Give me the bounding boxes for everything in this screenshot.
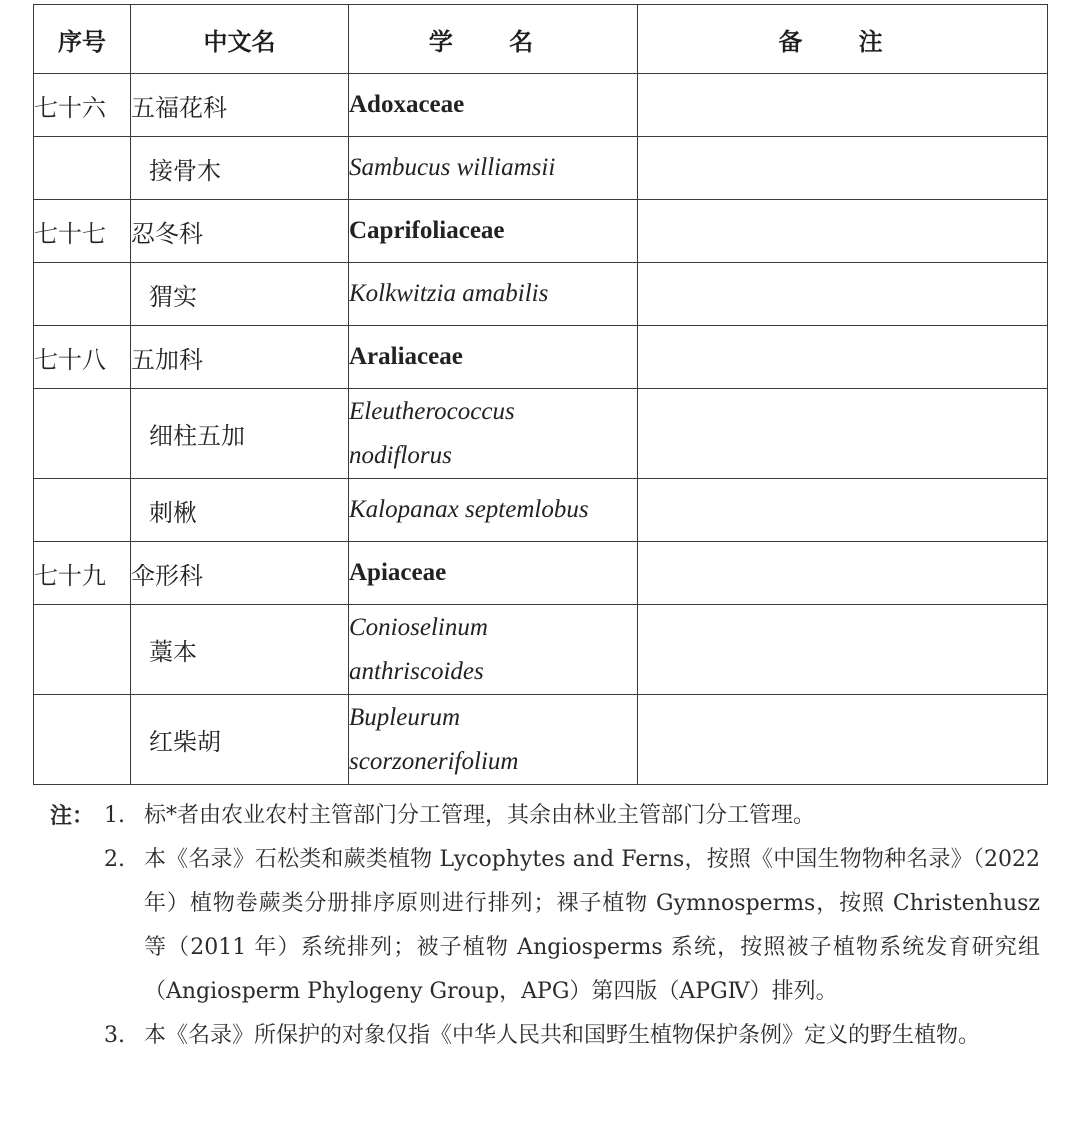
remarks-cell: [638, 263, 1048, 326]
species-table: [33, 4, 1048, 785]
seq-cell: 七十九: [34, 542, 131, 605]
scientific-name-line: anthriscoides: [349, 657, 484, 685]
chinese-name-cell: 五加科: [131, 326, 349, 389]
scientific-name-cell: Araliaceae: [349, 326, 638, 389]
seq-cell: [34, 479, 131, 542]
seq-cell: [34, 695, 131, 785]
table-body: [34, 74, 1048, 785]
note-text: 本《名录》石松类和蕨类植物 Lycophytes and Ferns，按照《中国生物物种名录》（2022 年）植物卷蕨类分册排序原则进行排列；裸子植物 Gymnosperms，按照 Christenhusz 等（2011 年）系统排列；被子植物 Angiosperms 系统，按照被子植物系统发育研究组（Angiosperm Phylogeny Group，APG）第四版（APGⅣ）排列。: [144, 847, 1040, 1004]
note-number: 1.: [104, 803, 125, 828]
note-item: [50, 1014, 1040, 1058]
chinese-name-cell: 猬实: [131, 263, 349, 326]
note-number: 2.: [104, 847, 125, 872]
scientific-name-cell: Apiaceae: [349, 542, 638, 605]
scientific-name-line: nodiflorus: [349, 441, 452, 469]
scientific-name-line: scorzonerifolium: [349, 747, 519, 775]
remarks-cell: [638, 326, 1048, 389]
header-seq: 序号: [34, 5, 131, 74]
species-row: [34, 389, 1048, 479]
note-item: [50, 794, 1040, 838]
chinese-name-cell: 忍冬科: [131, 200, 349, 263]
header-scientific-name: 学 名: [349, 5, 638, 74]
remarks-cell: [638, 200, 1048, 263]
remarks-cell: [638, 137, 1048, 200]
chinese-name-cell: 细柱五加: [131, 389, 349, 479]
seq-cell: 七十八: [34, 326, 131, 389]
chinese-name-cell: 接骨木: [131, 137, 349, 200]
remarks-cell: [638, 605, 1048, 695]
remarks-cell: [638, 74, 1048, 137]
remarks-cell: [638, 479, 1048, 542]
scientific-name-cell: [349, 605, 638, 695]
chinese-name-cell: 藁本: [131, 605, 349, 695]
header-remarks: 备 注: [638, 5, 1048, 74]
chinese-name-cell: 伞形科: [131, 542, 349, 605]
family-row: [34, 542, 1048, 605]
family-row: [34, 200, 1048, 263]
scientific-name-line: Conioselinum: [349, 613, 488, 641]
seq-cell: 七十六: [34, 74, 131, 137]
remarks-cell: [638, 542, 1048, 605]
scientific-name-line: Eleutherococcus: [349, 397, 515, 425]
species-row: [34, 605, 1048, 695]
table-header-row: [34, 5, 1048, 74]
remarks-cell: [638, 695, 1048, 785]
seq-cell: [34, 605, 131, 695]
scientific-name-cell: Adoxaceae: [349, 74, 638, 137]
seq-cell: [34, 263, 131, 326]
species-row: [34, 479, 1048, 542]
note-text: 本《名录》所保护的对象仅指《中华人民共和国野生植物保护条例》定义的野生植物。: [144, 1023, 981, 1048]
chinese-name-cell: 五福花科: [131, 74, 349, 137]
scientific-name-line: Bupleurum: [349, 703, 461, 731]
scientific-name-cell: Caprifoliaceae: [349, 200, 638, 263]
note-text: 标*者由农业农村主管部门分工管理，其余由林业主管部门分工管理。: [144, 803, 816, 828]
scientific-name-cell: Kalopanax septemlobus: [349, 479, 638, 542]
family-row: [34, 326, 1048, 389]
notes-label: 注：: [50, 803, 95, 829]
chinese-name-cell: 红柴胡: [131, 695, 349, 785]
notes-section: [50, 794, 1040, 1058]
note-number: 3.: [104, 1023, 125, 1048]
chinese-name-cell: 刺楸: [131, 479, 349, 542]
species-row: [34, 137, 1048, 200]
scientific-name-cell: Sambucus williamsii: [349, 137, 638, 200]
species-row: [34, 263, 1048, 326]
species-row: [34, 695, 1048, 785]
note-item: [50, 838, 1040, 1014]
remarks-cell: [638, 389, 1048, 479]
header-chinese-name: 中文名: [131, 5, 349, 74]
seq-cell: [34, 137, 131, 200]
family-row: [34, 74, 1048, 137]
scientific-name-cell: [349, 389, 638, 479]
scientific-name-cell: [349, 695, 638, 785]
seq-cell: 七十七: [34, 200, 131, 263]
seq-cell: [34, 389, 131, 479]
scientific-name-cell: Kolkwitzia amabilis: [349, 263, 638, 326]
